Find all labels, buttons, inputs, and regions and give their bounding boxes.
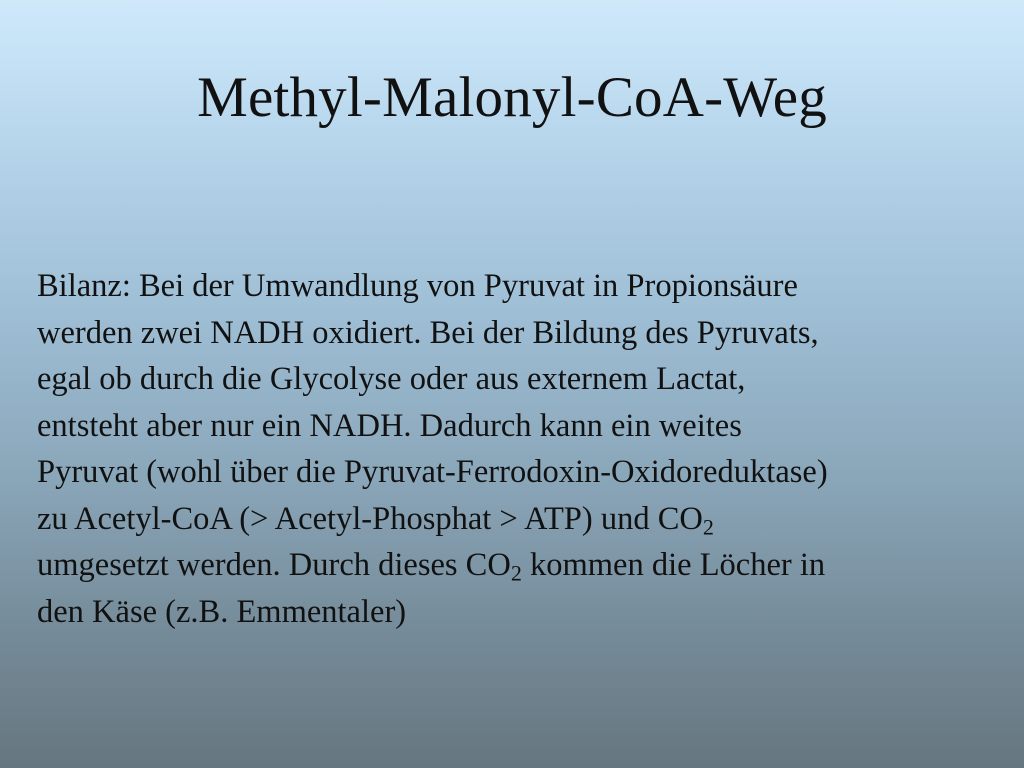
slide-body-text xyxy=(37,263,1007,635)
body-line xyxy=(37,542,1007,589)
body-line xyxy=(37,496,1007,543)
body-line: egal ob durch die Glycolyse oder aus externem Lactat, xyxy=(37,361,746,397)
body-line: werden zwei NADH oxidiert. Bei der Bildung des Pyruvats, xyxy=(37,314,819,351)
body-line: entsteht aber nur ein NADH. Dadurch kann ein weites xyxy=(37,407,742,444)
body-line: den Käse (z.B. Emmentaler) xyxy=(37,593,407,630)
body-line: Bilanz: Bei der Umwandlung von Pyruvat in Propionsäure xyxy=(37,268,798,304)
subscript: 2 xyxy=(510,560,522,586)
body-line-text: zu Acetyl-CoA (> Acetyl-Phosphat > ATP) und CO xyxy=(37,500,703,537)
slide-title: Methyl-Malonyl-CoA-Weg xyxy=(197,66,827,129)
body-line: Pyruvat (wohl über die Pyruvat-Ferrodoxin-Oxidoreduktase) xyxy=(37,454,828,490)
body-line-text: umgesetzt werden. Durch dieses CO xyxy=(37,547,511,583)
subscript: 2 xyxy=(702,514,714,540)
body-line-text: kommen die Löcher in xyxy=(521,547,826,583)
